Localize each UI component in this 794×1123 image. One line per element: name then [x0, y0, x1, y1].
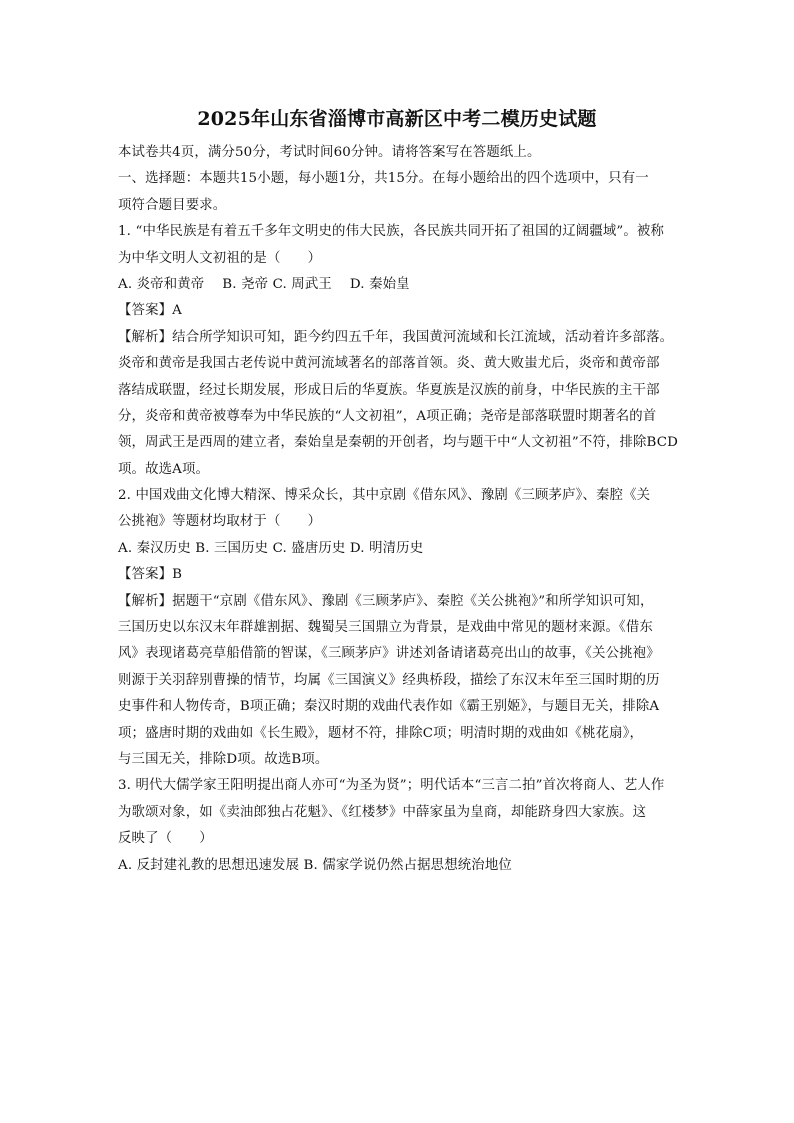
question-1-analysis-line: 落结成联盟，经过长期发展，形成日后的华夏族。华夏族是汉族的前身，中华民族的主干部: [118, 382, 660, 398]
question-2-stem: 2. 中国戏曲文化博大精深、博采众长，其中京剧《借东风》、豫剧《三顾茅庐》、秦腔《关: [118, 488, 651, 504]
question-1-stem-cont: 为中华文明人文初祖的是（ ）: [118, 250, 322, 266]
question-2-analysis-line: 风》表现诸葛亮草船借箭的智谋，《三顾茅庐》讲述刘备请诸葛亮出山的故事，《关公挑袍》: [118, 646, 660, 662]
section-heading-cont: 项符合题目要求。: [118, 197, 227, 213]
question-3-stem: 3. 明代大儒学家王阳明提出商人亦可“为圣为贤”；明代话本“三言二拍”首次将商人、艺人作: [118, 778, 665, 794]
section-heading: 一、选择题：本题共15小题，每小题1分，共15分。在每小题给出的四个选项中，只有一: [118, 171, 649, 187]
question-2-analysis-line: 项；盛唐时期的戏曲如《长生殿》，题材不符，排除C项；明清时期的戏曲如《桃花扇》，: [118, 725, 644, 741]
question-1-analysis-line: 领，周武王是西周的建立者，秦始皇是秦朝的开创者，均与题干中“人文初祖”不符，排除BCD: [118, 435, 679, 451]
question-1-options: A. 炎帝和黄帝 B. 尧帝 C. 周武王 D. 秦始皇: [118, 276, 410, 292]
question-2-analysis-line: 与三国无关，排除D项。故选B项。: [118, 751, 329, 767]
exam-instructions: 本试卷共4页，满分50分，考试时间60分钟。请将答案写在答题纸上。: [118, 145, 541, 160]
page-title: 2025年山东省淄博市高新区中考二模历史试题: [197, 108, 597, 130]
question-1-analysis-line: 炎帝和黄帝是我国古老传说中黄河流域著名的部落首领。炎、黄大败蚩尤后，炎帝和黄帝部: [118, 356, 660, 372]
question-2-analysis-line: 史事件和人物传奇，B项正确；秦汉时期的戏曲代表作如《霸王别姬》，与题目无关，排除A: [118, 699, 660, 715]
question-2-analysis-line: 则源于关羽辞别曹操的情节，均属《三国演义》经典桥段，描绘了东汉末年至三国时期的历: [118, 672, 660, 688]
question-3-stem-cont: 反映了（ ）: [118, 831, 213, 847]
document-body: [118, 140, 688, 879]
question-1-analysis-line: 分，炎帝和黄帝被尊奉为中华民族的“人文初祖”，A项正确；尧帝是部落联盟时期著名的首: [118, 408, 657, 424]
question-1-answer: 【答案】A: [118, 303, 182, 319]
question-2-answer: 【答案】B: [118, 567, 183, 583]
question-1-analysis: 【解析】结合所学知识可知，距今约四五千年，我国黄河流域和长江流域，活动着许多部落。: [118, 329, 674, 345]
question-2-analysis-line: 三国历史以东汉末年群雄割据、魏蜀吴三国鼎立为背景，是戏曲中常见的题材来源。《借东: [118, 620, 653, 636]
question-2-stem-cont: 公挑袍》等题材均取材于（ ）: [118, 514, 322, 530]
question-1-analysis-line: 项。故选A项。: [118, 461, 210, 477]
question-2-analysis: 【解析】据题干“京剧《借东风》、豫剧《三顾茅庐》、秦腔《关公挑袍》”和所学知识可知，: [118, 593, 654, 609]
question-3-stem-cont: 为歌颂对象，如《卖油郎独占花魁》、《红楼梦》中薛家虽为皇商，却能跻身四大家族。这: [118, 804, 647, 820]
question-2-options: A. 秦汉历史 B. 三国历史 C. 盛唐历史 D. 明清历史: [118, 540, 424, 556]
question-1-stem: 1. “中华民族是有着五千多年文明史的伟大民族，各民族共同开拓了祖国的辽阔疆域”。被称: [118, 224, 665, 240]
question-3-options: A. 反封建礼教的思想迅速发展 B. 儒家学说仍然占据思想统治地位: [118, 857, 512, 873]
